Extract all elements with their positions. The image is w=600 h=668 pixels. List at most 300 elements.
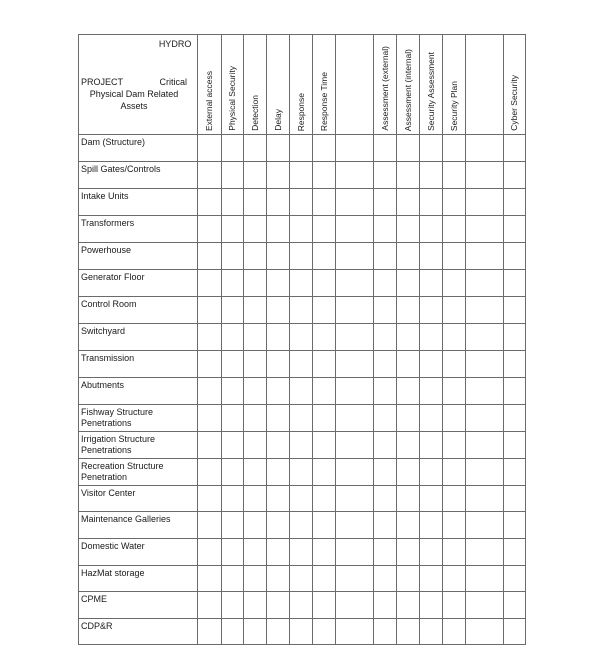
checklist-cell[interactable] — [198, 432, 221, 459]
checklist-cell[interactable] — [312, 351, 335, 378]
asset-label: HazMat storage — [79, 566, 198, 592]
checklist-cell[interactable] — [312, 592, 335, 619]
checklist-cell[interactable] — [221, 297, 243, 324]
checklist-cell[interactable] — [290, 270, 312, 297]
checklist-cell[interactable] — [397, 378, 419, 405]
checklist-cell[interactable] — [198, 405, 221, 432]
checklist-cell[interactable] — [374, 512, 397, 539]
checklist-cell[interactable] — [312, 619, 335, 645]
checklist-cell[interactable] — [243, 432, 266, 459]
checklist-cell[interactable] — [466, 512, 503, 539]
checklist-cell[interactable] — [419, 135, 442, 162]
checklist-cell[interactable] — [374, 432, 397, 459]
checklist-cell[interactable] — [198, 351, 221, 378]
column-header-label: External access — [204, 71, 215, 131]
checklist-cell[interactable] — [503, 297, 525, 324]
checklist-cell[interactable] — [397, 619, 419, 645]
checklist-cell[interactable] — [442, 297, 465, 324]
checklist-cell[interactable] — [397, 351, 419, 378]
checklist-cell[interactable] — [312, 566, 335, 592]
checklist-cell[interactable] — [397, 486, 419, 512]
checklist-cell[interactable] — [290, 297, 312, 324]
checklist-cell[interactable] — [466, 243, 503, 270]
checklist-cell[interactable] — [290, 378, 312, 405]
checklist-cell[interactable] — [335, 405, 373, 432]
checklist-cell[interactable] — [290, 619, 312, 645]
checklist-cell[interactable] — [397, 512, 419, 539]
checklist-cell[interactable] — [312, 486, 335, 512]
checklist-cell[interactable] — [335, 592, 373, 619]
checklist-cell[interactable] — [503, 486, 525, 512]
checklist-cell[interactable] — [466, 189, 503, 216]
column-header — [442, 35, 465, 135]
checklist-cell[interactable] — [267, 405, 290, 432]
checklist-cell[interactable] — [221, 432, 243, 459]
checklist-cell[interactable] — [198, 216, 221, 243]
checklist-cell[interactable] — [267, 351, 290, 378]
checklist-cell[interactable] — [267, 619, 290, 645]
column-header-label: Response Time — [318, 71, 329, 131]
checklist-cell[interactable] — [335, 324, 373, 351]
asset-label: Powerhouse — [79, 243, 198, 270]
checklist-cell[interactable] — [335, 619, 373, 645]
checklist-cell[interactable] — [198, 592, 221, 619]
checklist-cell[interactable] — [221, 351, 243, 378]
checklist-cell[interactable] — [397, 459, 419, 486]
asset-label: Switchyard — [79, 324, 198, 351]
checklist-cell[interactable] — [466, 324, 503, 351]
checklist-cell[interactable] — [335, 512, 373, 539]
checklist-cell[interactable] — [198, 270, 221, 297]
project-word: PROJECT — [81, 77, 124, 87]
checklist-cell[interactable] — [503, 459, 525, 486]
checklist-cell[interactable] — [442, 351, 465, 378]
checklist-cell[interactable] — [374, 324, 397, 351]
checklist-cell[interactable] — [267, 432, 290, 459]
checklist-cell[interactable] — [243, 566, 266, 592]
checklist-cell[interactable] — [466, 486, 503, 512]
checklist-cell[interactable] — [243, 378, 266, 405]
checklist-cell[interactable] — [503, 539, 525, 566]
table-row — [79, 432, 526, 459]
asset-label: Abutments — [79, 378, 198, 405]
checklist-cell[interactable] — [466, 135, 503, 162]
table-row — [79, 297, 526, 324]
checklist-cell[interactable] — [198, 243, 221, 270]
checklist-cell[interactable] — [442, 592, 465, 619]
checklist-cell[interactable] — [267, 297, 290, 324]
asset-label: CPME — [79, 592, 198, 619]
checklist-cell[interactable] — [221, 592, 243, 619]
checklist-cell[interactable] — [374, 216, 397, 243]
checklist-cell[interactable] — [198, 297, 221, 324]
checklist-cell[interactable] — [290, 432, 312, 459]
checklist-cell[interactable] — [198, 459, 221, 486]
checklist-cell[interactable] — [397, 162, 419, 189]
checklist-cell[interactable] — [198, 378, 221, 405]
table-row — [79, 189, 526, 216]
checklist-cell[interactable] — [221, 459, 243, 486]
checklist-cell[interactable] — [221, 270, 243, 297]
checklist-cell[interactable] — [503, 135, 525, 162]
checklist-cell[interactable] — [374, 566, 397, 592]
checklist-cell[interactable] — [267, 216, 290, 243]
checklist-cell[interactable] — [335, 162, 373, 189]
checklist-cell[interactable] — [397, 592, 419, 619]
checklist-cell[interactable] — [419, 351, 442, 378]
checklist-cell[interactable] — [466, 459, 503, 486]
checklist-cell[interactable] — [419, 378, 442, 405]
checklist-cell[interactable] — [290, 539, 312, 566]
checklist-cell[interactable] — [221, 216, 243, 243]
asset-label: Recreation Structure Penetration — [79, 459, 198, 486]
checklist-cell[interactable] — [243, 619, 266, 645]
checklist-cell[interactable] — [312, 243, 335, 270]
checklist-cell[interactable] — [243, 297, 266, 324]
checklist-cell[interactable] — [466, 592, 503, 619]
checklist-cell[interactable] — [335, 486, 373, 512]
table-row — [79, 243, 526, 270]
checklist-cell[interactable] — [243, 324, 266, 351]
checklist-cell[interactable] — [335, 459, 373, 486]
checklist-cell[interactable] — [503, 324, 525, 351]
checklist-cell[interactable] — [397, 566, 419, 592]
checklist-cell[interactable] — [466, 270, 503, 297]
checklist-cell[interactable] — [335, 539, 373, 566]
assessment-table — [78, 34, 526, 645]
checklist-cell[interactable] — [466, 351, 503, 378]
checklist-cell[interactable] — [243, 512, 266, 539]
table-row — [79, 135, 526, 162]
checklist-cell[interactable] — [267, 512, 290, 539]
checklist-cell[interactable] — [419, 216, 442, 243]
header-corner-cell — [79, 35, 198, 135]
checklist-cell[interactable] — [312, 512, 335, 539]
checklist-cell[interactable] — [374, 619, 397, 645]
checklist-cell[interactable] — [503, 351, 525, 378]
table-row — [79, 566, 526, 592]
checklist-cell[interactable] — [419, 270, 442, 297]
checklist-cell[interactable] — [442, 512, 465, 539]
checklist-cell[interactable] — [442, 378, 465, 405]
column-header-label: Security Plan — [449, 80, 460, 131]
table-row — [79, 486, 526, 512]
checklist-cell[interactable] — [243, 243, 266, 270]
checklist-cell[interactable] — [243, 405, 266, 432]
checklist-cell[interactable] — [419, 512, 442, 539]
checklist-cell[interactable] — [442, 216, 465, 243]
checklist-cell[interactable] — [419, 459, 442, 486]
checklist-cell[interactable] — [198, 512, 221, 539]
checklist-cell[interactable] — [221, 378, 243, 405]
header-row — [79, 35, 526, 135]
checklist-cell[interactable] — [312, 324, 335, 351]
checklist-cell[interactable] — [466, 216, 503, 243]
checklist-cell[interactable] — [198, 324, 221, 351]
checklist-cell[interactable] — [419, 592, 442, 619]
checklist-cell[interactable] — [335, 189, 373, 216]
checklist-cell[interactable] — [397, 189, 419, 216]
checklist-cell[interactable] — [221, 486, 243, 512]
checklist-cell[interactable] — [397, 432, 419, 459]
checklist-cell[interactable] — [419, 189, 442, 216]
checklist-cell[interactable] — [221, 619, 243, 645]
checklist-cell[interactable] — [503, 378, 525, 405]
checklist-cell[interactable] — [419, 566, 442, 592]
checklist-cell[interactable] — [503, 432, 525, 459]
checklist-cell[interactable] — [243, 189, 266, 216]
checklist-cell[interactable] — [466, 405, 503, 432]
checklist-cell[interactable] — [397, 243, 419, 270]
checklist-cell[interactable] — [290, 512, 312, 539]
checklist-cell[interactable] — [243, 486, 266, 512]
column-header — [419, 35, 442, 135]
checklist-cell[interactable] — [243, 216, 266, 243]
checklist-cell[interactable] — [221, 243, 243, 270]
checklist-cell[interactable] — [267, 189, 290, 216]
checklist-cell[interactable] — [290, 459, 312, 486]
checklist-cell[interactable] — [312, 539, 335, 566]
checklist-cell[interactable] — [397, 135, 419, 162]
checklist-cell[interactable] — [267, 378, 290, 405]
checklist-cell[interactable] — [466, 432, 503, 459]
checklist-cell[interactable] — [419, 324, 442, 351]
checklist-cell[interactable] — [419, 297, 442, 324]
checklist-cell[interactable] — [312, 297, 335, 324]
table-row — [79, 324, 526, 351]
checklist-cell[interactable] — [335, 135, 373, 162]
asset-label: Spill Gates/Controls — [79, 162, 198, 189]
assessment-sheet — [78, 34, 526, 647]
checklist-cell[interactable] — [374, 486, 397, 512]
column-header-label: Delay — [273, 109, 284, 131]
checklist-cell[interactable] — [267, 486, 290, 512]
checklist-cell[interactable] — [466, 619, 503, 645]
checklist-cell[interactable] — [267, 324, 290, 351]
checklist-cell[interactable] — [374, 592, 397, 619]
checklist-cell[interactable] — [198, 135, 221, 162]
table-row — [79, 270, 526, 297]
checklist-cell[interactable] — [267, 162, 290, 189]
checklist-cell[interactable] — [267, 592, 290, 619]
column-header — [397, 35, 419, 135]
checklist-cell[interactable] — [397, 270, 419, 297]
checklist-cell[interactable] — [221, 405, 243, 432]
checklist-cell[interactable] — [290, 486, 312, 512]
checklist-cell[interactable] — [335, 566, 373, 592]
checklist-cell[interactable] — [442, 619, 465, 645]
table-row — [79, 216, 526, 243]
checklist-cell[interactable] — [221, 539, 243, 566]
checklist-cell[interactable] — [503, 566, 525, 592]
checklist-cell[interactable] — [442, 405, 465, 432]
checklist-cell[interactable] — [243, 592, 266, 619]
checklist-cell[interactable] — [374, 189, 397, 216]
checklist-cell[interactable] — [198, 162, 221, 189]
checklist-cell[interactable] — [221, 324, 243, 351]
checklist-cell[interactable] — [442, 459, 465, 486]
checklist-cell[interactable] — [466, 539, 503, 566]
checklist-cell[interactable] — [442, 189, 465, 216]
checklist-cell[interactable] — [374, 243, 397, 270]
asset-label: Generator Floor — [79, 270, 198, 297]
checklist-cell[interactable] — [466, 566, 503, 592]
checklist-cell[interactable] — [221, 512, 243, 539]
checklist-cell[interactable] — [290, 162, 312, 189]
column-header — [466, 35, 503, 135]
column-header-label: Detection — [249, 95, 260, 131]
column-header-label: Security Assessment — [425, 52, 436, 131]
checklist-cell[interactable] — [243, 270, 266, 297]
checklist-cell[interactable] — [335, 351, 373, 378]
checklist-cell[interactable] — [397, 216, 419, 243]
checklist-cell[interactable] — [312, 135, 335, 162]
checklist-cell[interactable] — [419, 162, 442, 189]
checklist-cell[interactable] — [290, 216, 312, 243]
checklist-cell[interactable] — [243, 459, 266, 486]
checklist-cell[interactable] — [267, 270, 290, 297]
checklist-cell[interactable] — [503, 405, 525, 432]
checklist-cell[interactable] — [335, 378, 373, 405]
asset-label: Irrigation Structure Penetrations — [79, 432, 198, 459]
checklist-cell[interactable] — [503, 270, 525, 297]
checklist-cell[interactable] — [397, 297, 419, 324]
column-header-label: Assessment (external) — [380, 46, 391, 131]
checklist-cell[interactable] — [374, 405, 397, 432]
table-row — [79, 619, 526, 645]
checklist-cell[interactable] — [312, 432, 335, 459]
checklist-cell[interactable] — [503, 216, 525, 243]
checklist-cell[interactable] — [221, 189, 243, 216]
checklist-cell[interactable] — [290, 405, 312, 432]
table-row — [79, 378, 526, 405]
checklist-cell[interactable] — [419, 432, 442, 459]
checklist-cell[interactable] — [243, 135, 266, 162]
table-row — [79, 539, 526, 566]
checklist-cell[interactable] — [198, 189, 221, 216]
checklist-cell[interactable] — [198, 619, 221, 645]
checklist-cell[interactable] — [221, 566, 243, 592]
checklist-cell[interactable] — [503, 162, 525, 189]
checklist-cell[interactable] — [466, 378, 503, 405]
checklist-cell[interactable] — [419, 405, 442, 432]
column-header — [312, 35, 335, 135]
column-header — [374, 35, 397, 135]
checklist-cell[interactable] — [442, 432, 465, 459]
asset-label: Dam (Structure) — [79, 135, 198, 162]
checklist-cell[interactable] — [267, 566, 290, 592]
checklist-cell[interactable] — [419, 486, 442, 512]
checklist-cell[interactable] — [466, 162, 503, 189]
checklist-cell[interactable] — [198, 566, 221, 592]
asset-rows — [79, 135, 526, 645]
checklist-cell[interactable] — [290, 189, 312, 216]
checklist-cell[interactable] — [335, 216, 373, 243]
checklist-cell[interactable] — [335, 270, 373, 297]
checklist-cell[interactable] — [442, 486, 465, 512]
checklist-cell[interactable] — [243, 351, 266, 378]
checklist-cell[interactable] — [290, 243, 312, 270]
checklist-cell[interactable] — [442, 539, 465, 566]
checklist-cell[interactable] — [374, 539, 397, 566]
checklist-cell[interactable] — [442, 324, 465, 351]
checklist-cell[interactable] — [312, 459, 335, 486]
checklist-cell[interactable] — [312, 378, 335, 405]
checklist-cell[interactable] — [442, 243, 465, 270]
checklist-cell[interactable] — [374, 378, 397, 405]
checklist-cell[interactable] — [374, 351, 397, 378]
asset-label: Visitor Center — [79, 486, 198, 512]
checklist-cell[interactable] — [419, 539, 442, 566]
checklist-cell[interactable] — [290, 592, 312, 619]
checklist-cell[interactable] — [419, 619, 442, 645]
checklist-cell[interactable] — [312, 216, 335, 243]
checklist-cell[interactable] — [397, 324, 419, 351]
table-row — [79, 459, 526, 486]
column-header — [290, 35, 312, 135]
checklist-cell[interactable] — [221, 162, 243, 189]
checklist-cell[interactable] — [466, 297, 503, 324]
checklist-cell[interactable] — [374, 162, 397, 189]
checklist-cell[interactable] — [312, 162, 335, 189]
checklist-cell[interactable] — [503, 619, 525, 645]
checklist-cell[interactable] — [397, 405, 419, 432]
checklist-cell[interactable] — [374, 135, 397, 162]
column-header — [243, 35, 266, 135]
checklist-cell[interactable] — [198, 486, 221, 512]
checklist-cell[interactable] — [290, 135, 312, 162]
checklist-cell[interactable] — [312, 405, 335, 432]
checklist-cell[interactable] — [374, 459, 397, 486]
checklist-cell[interactable] — [503, 189, 525, 216]
checklist-cell[interactable] — [335, 297, 373, 324]
checklist-cell[interactable] — [503, 512, 525, 539]
column-header-label: Assessment (internal) — [403, 48, 414, 131]
checklist-cell[interactable] — [290, 351, 312, 378]
checklist-cell[interactable] — [335, 432, 373, 459]
checklist-cell[interactable] — [374, 270, 397, 297]
checklist-cell[interactable] — [312, 189, 335, 216]
table-row — [79, 512, 526, 539]
checklist-cell[interactable] — [442, 566, 465, 592]
checklist-cell[interactable] — [312, 270, 335, 297]
checklist-cell[interactable] — [267, 459, 290, 486]
checklist-cell[interactable] — [419, 243, 442, 270]
checklist-cell[interactable] — [243, 162, 266, 189]
checklist-cell[interactable] — [335, 243, 373, 270]
checklist-cell[interactable] — [198, 539, 221, 566]
checklist-cell[interactable] — [442, 162, 465, 189]
checklist-cell[interactable] — [290, 324, 312, 351]
checklist-cell[interactable] — [503, 592, 525, 619]
table-row — [79, 592, 526, 619]
checklist-cell[interactable] — [243, 539, 266, 566]
checklist-cell[interactable] — [290, 566, 312, 592]
checklist-cell[interactable] — [442, 135, 465, 162]
checklist-cell[interactable] — [397, 539, 419, 566]
checklist-cell[interactable] — [221, 135, 243, 162]
checklist-cell[interactable] — [442, 270, 465, 297]
column-header — [503, 35, 525, 135]
asset-label: Transmission — [79, 351, 198, 378]
checklist-cell[interactable] — [374, 297, 397, 324]
checklist-cell[interactable] — [267, 135, 290, 162]
checklist-cell[interactable] — [267, 243, 290, 270]
checklist-cell[interactable] — [503, 243, 525, 270]
table-row — [79, 162, 526, 189]
checklist-cell[interactable] — [267, 539, 290, 566]
column-header-label: Cyber Security — [509, 75, 520, 131]
